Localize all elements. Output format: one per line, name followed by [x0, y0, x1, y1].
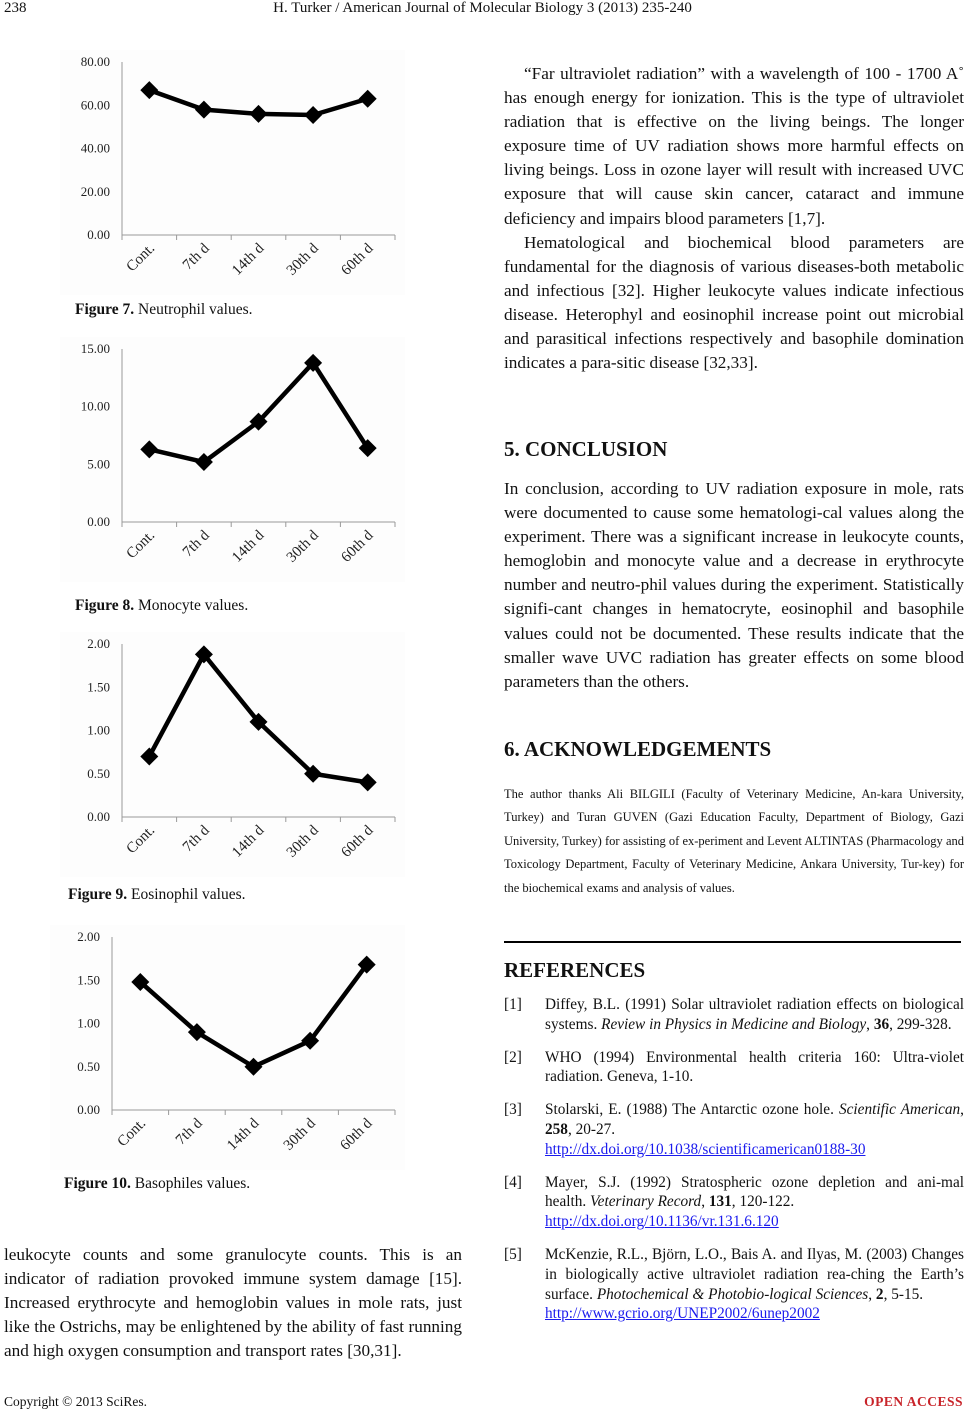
- x-category-label: 7th d: [179, 527, 213, 561]
- x-category-label: 30th d: [283, 822, 322, 861]
- figure-9-text: Eosinophil values.: [127, 886, 246, 903]
- reference-number: [3]: [504, 1101, 522, 1119]
- y-tick-label: 5.00: [87, 456, 110, 472]
- reference-volume: 2: [875, 1285, 884, 1303]
- reference-number: [4]: [504, 1173, 522, 1191]
- running-head: H. Turker / American Journal of Molecular Biology 3 (2013) 235-240: [273, 0, 692, 16]
- figure-8-label: Figure 8.: [75, 597, 135, 614]
- figure-7-caption: [75, 301, 253, 319]
- x-category-label: 7th d: [172, 1115, 206, 1149]
- y-tick-label: 0.50: [77, 1058, 100, 1074]
- y-tick-label: 20.00: [80, 183, 110, 199]
- figure-7-label: Figure 7.: [75, 301, 135, 318]
- reference-item: [504, 1245, 964, 1324]
- figure-7-text: Neutrophil values.: [134, 301, 253, 318]
- y-tick-label: 1.50: [87, 679, 110, 695]
- reference-text: Diffey, B.L. (1991) Solar ultraviolet radiation effects on biological systems. Review in Physics in Medicine and Biology, 36, 299-328.: [545, 996, 964, 1033]
- acknowledgements-text: The author thanks Ali BILGILI (Faculty of Veterinary Medicine, An-kara University, Turkey) and Turan GUVEN (Gazi Education Faculty, Department of Biology, Gazi University, Turkey) for assisting of ex-periment and Levent ALTINTAS (Pharmacology and Toxicology Department, Faculty of Veterinary Medicine, Ankara University, Tur-key) for the biochemical exams and analysis of values.: [504, 787, 964, 895]
- x-category-label: 60th d: [338, 822, 377, 861]
- x-category-label: 14th d: [224, 1115, 263, 1154]
- conclusion-text: In conclusion, according to UV radiation exposure in mole, rats were documented to cause some hematologi-cal values along the experiment. There was a significant increase in leukocyte counts, hemoglobin and monocyte value and a decrease in erythrocyte number and neutro-phil values during the experiment. Statistically signifi-cant changes in hematocryte, eosinophil and basophile values could not be documented. These results indicate that the smaller wave UVC radiation has greater effects on some blood parameters than the others.: [504, 479, 964, 691]
- figure-10-text: Basophiles values.: [130, 1175, 251, 1192]
- y-tick-label: 2.00: [77, 929, 100, 944]
- y-tick-label: 10.00: [80, 398, 110, 414]
- reference-doi-link[interactable]: http://www.gcrio.org/UNEP2002/6unep2002: [545, 1305, 820, 1323]
- open-access-label: OPEN ACCESS: [864, 1394, 963, 1409]
- y-tick-label: 60.00: [80, 97, 110, 113]
- x-category-label: Cont.: [123, 527, 159, 563]
- left-paragraph-text: leukocyte counts and some granulocyte counts. This is an indicator of radiation provoked immune system damage [15]. Increased erythrocyte and hemoglobin values in mole rats, just like the Ostrichs, may be enlightened by the ability of fast running and high oxygen consumption and transport rates [30,31].: [4, 1245, 462, 1361]
- figure-7-chart: [60, 50, 405, 295]
- y-tick-label: 2.00: [87, 636, 110, 651]
- reference-text: Stolarski, E. (1988) The Antarctic ozone hole. Scientific American, 258, 20-27.: [545, 1101, 964, 1138]
- x-category-label: 7th d: [179, 240, 213, 274]
- x-category-label: 60th d: [338, 240, 377, 279]
- y-tick-label: 40.00: [80, 140, 110, 156]
- reference-journal: Review in Physics in Medicine and Biology: [601, 1015, 867, 1033]
- figure-10-label: Figure 10.: [64, 1175, 131, 1192]
- y-tick-label: 0.00: [87, 809, 110, 824]
- x-category-label: 60th d: [337, 1115, 376, 1154]
- monocyte-chart-svg: [60, 337, 405, 582]
- x-category-label: 7th d: [179, 822, 213, 856]
- figure-9-chart: [60, 632, 405, 877]
- figure-8-chart: [60, 337, 405, 582]
- uv-paragraph: “Far ultraviolet radiation” with a wavelength of 100 - 1700 A˚ has enough energy for ionization. This is the type of ultraviolet radiation that is effective on the living beings. The longer exposure time of UV radiation shows more harmful effects on living beings. Loss in ozone layer will result with increased UVC exposure that will cause skin cancer, cataract and immune deficiency and impairs blood parameters [1,7].: [504, 64, 964, 228]
- page-number: 238: [4, 0, 27, 16]
- x-category-label: Cont.: [123, 822, 159, 858]
- acknowledgements-heading: 6. ACKNOWLEDGEMENTS: [504, 737, 772, 761]
- y-tick-label: 1.00: [77, 1015, 100, 1031]
- y-tick-label: 0.50: [87, 765, 110, 781]
- x-category-label: Cont.: [123, 240, 159, 276]
- reference-doi-link[interactable]: http://dx.doi.org/10.1136/vr.131.6.120: [545, 1213, 779, 1231]
- reference-number: [2]: [504, 1048, 522, 1066]
- y-tick-label: 80.00: [80, 54, 110, 69]
- x-category-label: 14th d: [229, 822, 268, 861]
- y-tick-label: 15.00: [80, 341, 110, 356]
- x-category-label: 30th d: [283, 240, 322, 279]
- figure-10-chart: [50, 925, 405, 1170]
- reference-item: [504, 995, 964, 1035]
- reference-text: Mayer, S.J. (1992) Stratospheric ozone depletion and ani-mal health. Veterinary Record, 131, 120-122.: [545, 1173, 964, 1211]
- left-column-paragraph: [4, 1243, 462, 1363]
- references-heading: REFERENCES: [504, 958, 646, 982]
- x-category-label: 14th d: [229, 527, 268, 566]
- x-category-label: 30th d: [283, 527, 322, 566]
- reference-journal: Photochemical & Photobio-logical Sciences: [596, 1285, 869, 1303]
- reference-text: WHO (1994) Environmental health criteria 160: Ultra-violet radiation. Geneva, 1-10.: [545, 1048, 964, 1086]
- page-header: [0, 0, 965, 30]
- y-tick-label: 1.00: [87, 722, 110, 738]
- conclusion-heading: 5. CONCLUSION: [504, 437, 668, 461]
- figure-9-caption: [68, 886, 246, 904]
- reference-item: [504, 1048, 964, 1088]
- hematology-paragraph: Hematological and biochemical blood parameters are fundamental for the diagnosis of various diseases-both metabolic and infectious [32]. Higher leukocyte values indicate infectious disease. Heterophyl and eosinophil increase point out microbial and parasitical infections respectively and basophile domination indicates a para-sitic disease [32,33].: [504, 232, 964, 373]
- y-tick-label: 0.00: [77, 1102, 100, 1117]
- x-category-label: 30th d: [280, 1115, 319, 1154]
- reference-list: [504, 995, 964, 1337]
- reference-volume: 258: [545, 1120, 568, 1138]
- reference-number: [1]: [504, 996, 522, 1013]
- y-tick-label: 0.00: [87, 514, 110, 529]
- reference-volume: 131: [708, 1193, 732, 1211]
- basophile-chart-svg: [50, 925, 405, 1170]
- reference-journal: Scientific American: [838, 1101, 961, 1119]
- y-tick-label: 0.00: [87, 227, 110, 242]
- figure-8-text: Monocyte values.: [134, 597, 249, 614]
- reference-journal: Veterinary Record: [590, 1193, 702, 1211]
- reference-volume: 36: [873, 1015, 890, 1033]
- x-category-label: Cont.: [114, 1115, 150, 1151]
- reference-item: [504, 1100, 964, 1159]
- x-category-label: 14th d: [229, 240, 268, 279]
- section-divider: [504, 941, 961, 943]
- reference-item: [504, 1173, 964, 1232]
- copyright-text: Copyright © 2013 SciRes.: [4, 1394, 148, 1409]
- eosinophil-chart-svg: [60, 632, 405, 877]
- neutrophil-chart-svg: [60, 50, 405, 295]
- conclusion-section: [504, 477, 964, 694]
- reference-text: McKenzie, R.L., Björn, L.O., Bais A. and Ilyas, M. (2003) Changes in biologically active ultraviolet radiation rea-ching the Earth’s surface. Photochemical & Photobio-logical Sciences, 2, 5-15.: [545, 1245, 964, 1303]
- x-category-label: 60th d: [338, 527, 377, 566]
- right-column-body: [504, 62, 964, 375]
- reference-number: [5]: [504, 1245, 522, 1263]
- figure-10-caption: [64, 1175, 250, 1193]
- y-tick-label: 1.50: [77, 972, 100, 988]
- reference-doi-link[interactable]: http://dx.doi.org/10.1038/scientificamerican0188-30: [545, 1140, 866, 1158]
- figure-8-caption: [75, 597, 248, 615]
- figure-9-label: Figure 9.: [68, 886, 128, 903]
